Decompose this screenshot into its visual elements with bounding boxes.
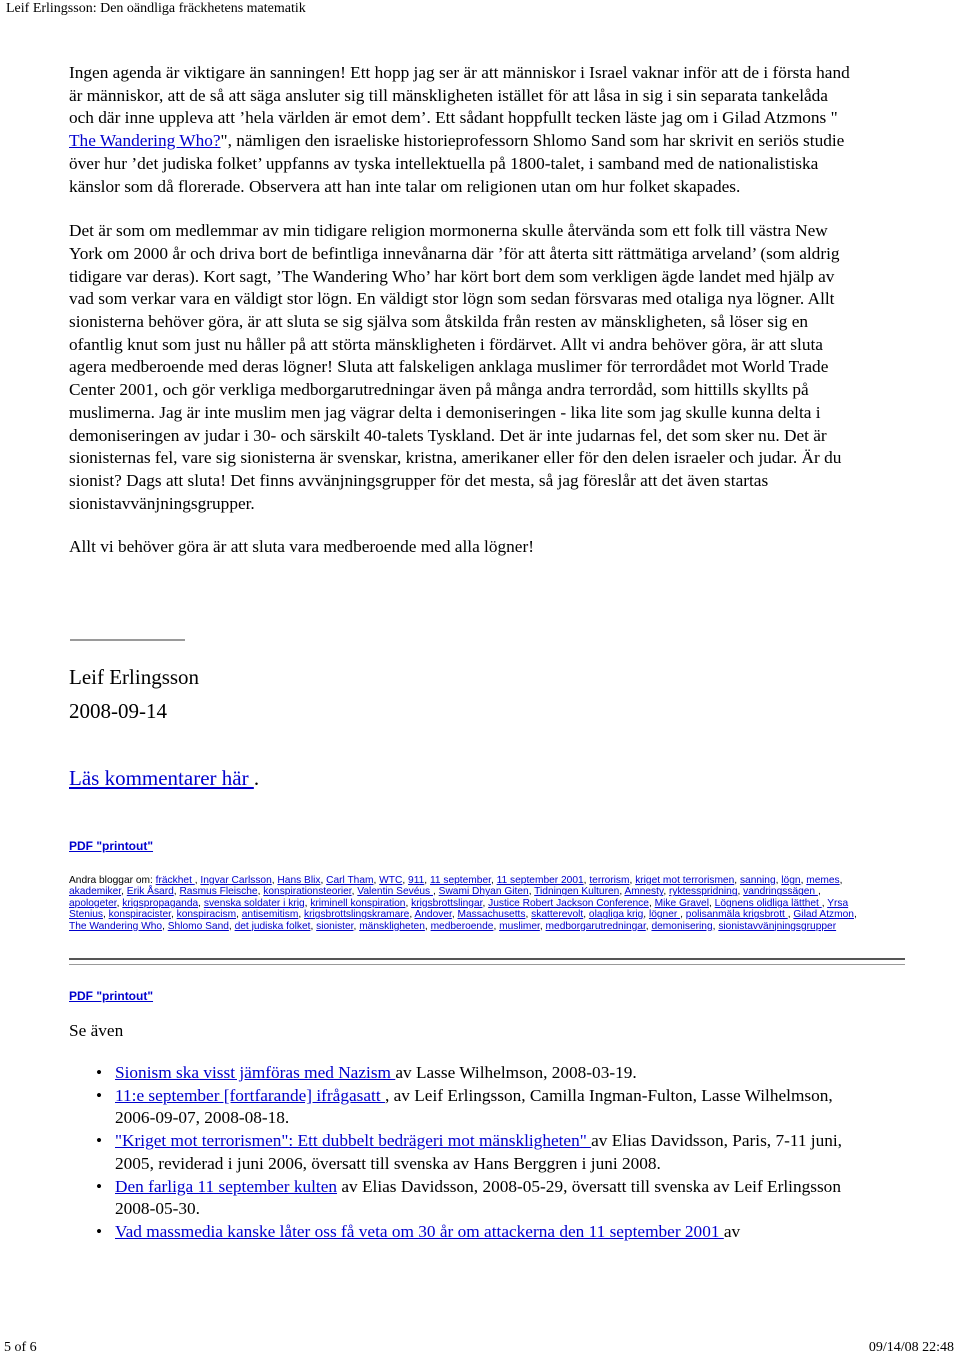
wandering-who-link[interactable]: The Wandering Who? xyxy=(69,131,221,151)
see-also-item xyxy=(96,1085,856,1130)
tag-link[interactable]: lögner xyxy=(648,909,681,921)
tag-link[interactable]: Rasmus Fleische xyxy=(179,886,258,898)
paragraph-1-text-b: ", nämligen den israeliske historieprofessorn Shlomo Sand som har skrivit en seriös studie över hur ’det judiska folket’ uppfanns av tyska intellektuella på 1800-talet, i samband med de nationalistiska känslor som då florerade. Observera att han inte talar om religionen utan om hur folket skapades. xyxy=(69,131,845,196)
pdf-printout-link-2[interactable]: PDF "printout" xyxy=(69,989,154,1003)
paragraph-2: Det är som om medlemmar av min tidigare religion mormonerna skulle återvända som ett folk till västra New York om 2000 år och driva bort de befintliga innevånarna där ’för att återta sitt rättmätiga arveland’ (som aldrig tidigare var deras). Kort sagt, ’The Wandering Who’ har kört bort dem som verkligen ägde landet med hjälp av vad som verkar vara en väldigt stor lögn. En väldigt stor lögn som sedan försvaras med otaliga nya lögner. Allt sionisterna behöver göra, är att sluta se sig själva som åtskilda från resten av mänskligheten, så löser sig en ofantlig knut som just nu håller på att störta mänskligheten i fördärvet. Allt vi andra behöver göra, är att sluta agera medberoende med deras lögner! Sluta att falskeligen anklaga muslimer för terrordådet mot World Trade Center 2001, och gör verkliga medborgarutredningar även på många andra terrordåd, som hittills skyllts på muslimerna. Jag är inte muslim men jag vägrar delta i demoniseringen - lika lite som jag skulle kunna delta i demoniseringen av judar i 30- och särskilt 40-talets Tyskland. Det är inte judarnas fel, det som sker nu. Det är sionisternas fel, vare sig sionisterna är svenskar, kristna, amerikaner eller för den delen israeler och judar. Är du sionist? Dags att sluta! Det finns avvänjningsgrupper för det mesta, så jag föreslår att det även startas sionistavvänjningsgrupper. xyxy=(69,221,842,513)
tag-link[interactable]: demonisering xyxy=(651,920,713,932)
tag-link[interactable]: kriminell konspiration xyxy=(310,897,406,909)
tag-link[interactable]: 911 xyxy=(408,875,425,886)
tag-link[interactable]: akademiker xyxy=(69,886,122,898)
tag-link[interactable]: konspiracister xyxy=(108,909,171,921)
read-comments-link[interactable]: Läs kommentarer här xyxy=(69,766,254,790)
tag-link[interactable]: Andover xyxy=(414,909,452,921)
tag-link[interactable]: sionistavvänjningsgrupper xyxy=(718,920,837,932)
tag-link[interactable]: The Wandering Who xyxy=(69,920,163,932)
tag-link[interactable]: svenska soldater i krig xyxy=(203,897,305,909)
post-date: 2008-09-14 xyxy=(69,699,167,723)
tag-link[interactable]: det judiska folket xyxy=(234,920,311,932)
article-body xyxy=(69,62,854,559)
see-also-item xyxy=(96,1062,856,1085)
tag-link[interactable]: krigsbrottslingar xyxy=(411,897,483,909)
pdf-printout-link[interactable]: PDF "printout" xyxy=(69,839,154,853)
tag-link[interactable]: medberoende xyxy=(430,920,494,932)
tag-link[interactable]: muslimer xyxy=(499,920,540,932)
tag-link[interactable]: krigsbrottslingskramare xyxy=(304,909,410,921)
page-header-title: Leif Erlingsson: Den oändliga fräckhetens matematik xyxy=(6,1,306,16)
paragraph-1-text-a: Ingen agenda är viktigare än sanningen! Ett hopp jag ser är att människor i Israel vaknar inför att de i första hand är människor, att de så att säga ansluter sig till mänskligheten istället för att låsa in sig i sin separata tankelåda och där inne uppleva att ’hela världen är emot dem’. Ett sådant hoppfullt tecken läste jag om i Gilad Atzmons " xyxy=(69,63,850,128)
see-also-list xyxy=(96,1062,856,1244)
tag-link[interactable]: memes xyxy=(806,875,840,886)
tag-link[interactable]: kriget mot terrorismen xyxy=(635,875,735,886)
see-also-link[interactable]: Den farliga 11 september kulten xyxy=(115,1176,338,1196)
comments-line xyxy=(69,765,259,791)
tag-link[interactable]: Valentin Sevéus xyxy=(357,886,433,898)
tags-prefix: Andra bloggar om: xyxy=(69,875,156,886)
tag-link[interactable]: Yrsa Stenius xyxy=(69,897,849,921)
tag-link[interactable]: konspirationsteorier xyxy=(263,886,352,898)
tag-link[interactable]: olagliga krig xyxy=(588,909,644,921)
signature-divider xyxy=(70,639,185,641)
tag-link[interactable]: lögn xyxy=(781,875,801,886)
comments-trail: . xyxy=(253,766,260,790)
tag-link[interactable]: mänskligheten xyxy=(359,920,425,932)
tag-link[interactable]: Massachusetts xyxy=(457,909,526,921)
tag-link[interactable]: skatterevolt xyxy=(531,909,584,921)
tag-link[interactable]: medborgarutredningar xyxy=(545,920,646,932)
see-also-description: av Elias Davidsson, 2008-05-29, översatt till svenska av Leif Erlingsson 2008-05-30. xyxy=(115,1176,841,1219)
print-timestamp: 09/14/08 22:48 xyxy=(868,1340,954,1355)
tag-link[interactable]: Gilad Atzmon xyxy=(793,909,854,921)
tag-link[interactable]: Swami Dhyan Giten xyxy=(438,886,529,898)
see-also-description: av Lasse Wilhelmson, 2008-03-19. xyxy=(395,1063,637,1082)
tag-link[interactable]: antisemitism xyxy=(241,909,299,921)
tag-link[interactable]: konspiracism xyxy=(176,909,237,921)
see-also-item xyxy=(96,1176,856,1221)
tag-link[interactable]: Justice Robert Jackson Conference xyxy=(488,897,649,909)
see-also-heading: Se även xyxy=(69,1021,124,1040)
section-divider xyxy=(69,958,905,965)
paragraph-3: Allt vi behöver göra är att sluta vara medberoende med alla lögner! xyxy=(69,537,534,557)
page-number: 5 of 6 xyxy=(4,1340,37,1355)
tag-link[interactable]: terrorism xyxy=(589,875,630,886)
tag-link[interactable]: sionister xyxy=(316,920,354,932)
tag-link[interactable]: vandringssägen xyxy=(743,886,818,898)
tag-link[interactable]: krigspropaganda xyxy=(122,897,199,909)
see-also-link[interactable]: Sionism ska visst jämföras med Nazism xyxy=(115,1063,396,1082)
tag-link[interactable]: 11 september xyxy=(429,875,491,886)
tag-link[interactable]: 11 september 2001 xyxy=(496,875,584,886)
tag-link[interactable]: sanning xyxy=(739,875,776,886)
other-blogs-tags: Andra bloggar om: fräckhet , Ingvar Carlsson, Hans Blix, Carl Tham, WTC, 911, 11 september, 11 september 2001, terrorism, kriget mot terrorismen, sanning, lögn, memes, akademiker, Erik Åsard, Rasmus Fleische, konspirationsteorier, Valentin Sevéus , Swami Dhyan Giten, Tidningen Kulturen, Amnesty, ryktesspridning, vandringssägen , apologeter, krigspropaganda, svenska soldater i krig, kriminell konspiration, krigsbrottslingar, Justice Robert Jackson Conference, Mike Gravel, Lögnens olidliga lätthet , Yrsa Stenius, konspiracister, konspiracism, antisemitism, krigsbrottslingskramare, Andover, Massachusetts, skatterevolt, olagliga krig, lögner , polisanmäla krigsbrott , Gilad Atzmon, The Wandering Who, Shlomo Sand, det judiska folket, sionister, mänskligheten, medberoende, muslimer, medborgarutredningar, demonisering, sionistavvänjningsgrupper xyxy=(69,875,857,932)
see-also-link[interactable]: "Kriget mot terrorismen": Ett dubbelt bedrägeri mot mänskligheten" xyxy=(115,1131,592,1151)
tag-link[interactable]: Carl Tham xyxy=(326,875,374,886)
tag-link[interactable]: Ingvar Carlsson xyxy=(200,875,272,886)
tag-link[interactable]: WTC xyxy=(379,875,403,886)
see-also-description: av xyxy=(723,1221,741,1241)
tag-link[interactable]: Mike Gravel xyxy=(654,897,709,909)
tag-link[interactable]: ryktesspridning xyxy=(668,886,738,898)
see-also-description: , av Leif Erlingsson, Camilla Ingman-Fulton, Lasse Wilhelmson, 2006-09-07, 2008-08-18. xyxy=(115,1085,833,1128)
see-also-description: av Elias Davidsson, Paris, 7-11 juni, 2005, reviderad i juni 2006, översatt till svenska av Hans Berggren i juni 2008. xyxy=(115,1131,842,1173)
see-also-item xyxy=(96,1130,856,1175)
tag-link[interactable]: Erik Åsard xyxy=(126,886,174,898)
see-also-link[interactable]: 11:e september [fortfarande] ifrågasatt xyxy=(115,1085,385,1105)
tag-link[interactable]: Lögnens olidliga lätthet xyxy=(714,897,822,909)
see-also-link[interactable]: Vad massmedia kanske låter oss få veta om 30 år om attackerna den 11 september 2001 xyxy=(115,1221,724,1241)
tag-link[interactable]: Shlomo Sand xyxy=(167,920,229,932)
see-also-item xyxy=(96,1221,856,1244)
tag-link[interactable]: Hans Blix xyxy=(277,875,321,886)
tag-link[interactable]: fräckhet xyxy=(155,875,195,886)
tag-link[interactable]: Tidningen Kulturen xyxy=(534,886,620,898)
tag-link[interactable]: apologeter xyxy=(69,897,117,909)
tag-link[interactable]: polisanmäla krigsbrott xyxy=(685,909,788,921)
tag-link[interactable]: Amnesty xyxy=(624,886,664,898)
paragraph-1 xyxy=(69,62,854,198)
author-name: Leif Erlingsson xyxy=(69,665,200,689)
